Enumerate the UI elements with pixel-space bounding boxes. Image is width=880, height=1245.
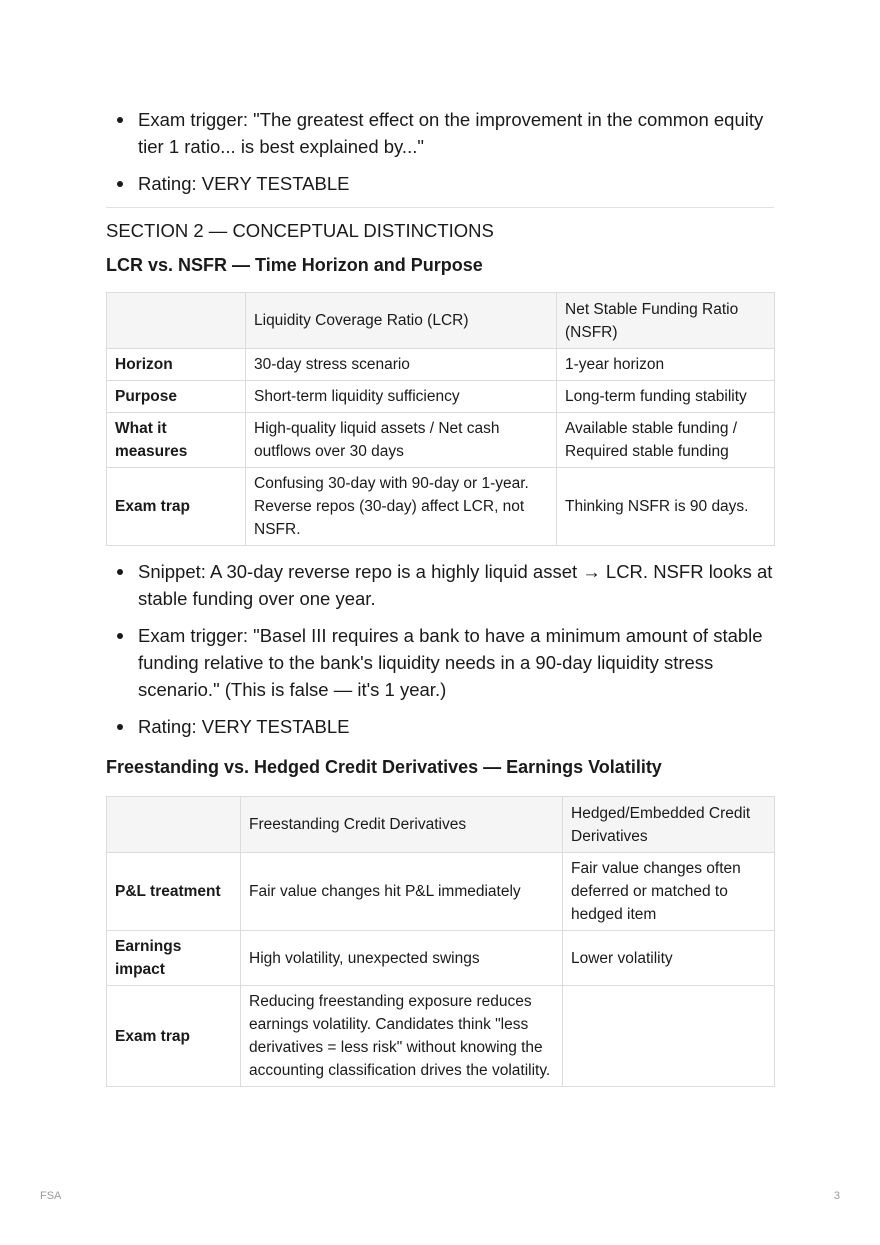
- table-header-cell: Hedged/Embedded Credit Derivatives: [563, 797, 775, 853]
- row-label: Exam trap: [107, 986, 241, 1087]
- row-label: Earnings impact: [107, 931, 241, 986]
- table-cell: Short-term liquidity sufficiency: [246, 381, 557, 413]
- table-header-cell: Liquidity Coverage Ratio (LCR): [246, 293, 557, 349]
- table-cell: High-quality liquid assets / Net cash outflows over 30 days: [246, 413, 557, 468]
- lcr-nsfr-bullet-list: [106, 558, 774, 740]
- bullet-icon: [117, 181, 123, 187]
- table-cell: High volatility, unexpected swings: [241, 931, 563, 986]
- table-row: [107, 853, 775, 931]
- section-title: SECTION 2 — CONCEPTUAL DISTINCTIONS: [106, 220, 494, 241]
- footer-label: FSA: [40, 1190, 62, 1202]
- section-divider: [106, 207, 774, 208]
- bullet-icon: [117, 569, 123, 575]
- table-row: [107, 381, 775, 413]
- table-cell: Available stable funding / Required stable funding: [557, 413, 775, 468]
- table-cell: Lower volatility: [563, 931, 775, 986]
- page-content: [106, 106, 774, 1099]
- table-cell: Fair value changes often deferred or matched to hedged item: [563, 853, 775, 931]
- table-row: [107, 349, 775, 381]
- page-number: 3: [833, 1190, 840, 1202]
- credit-derivatives-table: [106, 796, 775, 1087]
- row-label: P&L treatment: [107, 853, 241, 931]
- row-label: Horizon: [107, 349, 246, 381]
- bullet-icon: [117, 633, 123, 639]
- bullet-icon: [117, 117, 123, 123]
- table-cell: 30-day stress scenario: [246, 349, 557, 381]
- bullet-icon: [117, 724, 123, 730]
- list-item: Exam trigger: "The greatest effect on the improvement in the common equity tier 1 ratio... is best explained by...": [106, 106, 774, 160]
- row-label: Exam trap: [107, 468, 246, 546]
- list-item: Snippet: A 30-day reverse repo is a highly liquid asset → LCR. NSFR looks at stable funding over one year.: [106, 558, 774, 612]
- table-header-cell: Freestanding Credit Derivatives: [241, 797, 563, 853]
- credit-derivatives-heading: Freestanding vs. Hedged Credit Derivatives — Earnings Volatility: [106, 757, 662, 777]
- row-label: Purpose: [107, 381, 246, 413]
- table-cell: Long-term funding stability: [557, 381, 775, 413]
- list-item: Rating: VERY TESTABLE: [106, 713, 774, 740]
- table-header-cell: [107, 797, 241, 853]
- table-header-row: [107, 293, 775, 349]
- table-header-row: [107, 797, 775, 853]
- lcr-nsfr-heading: LCR vs. NSFR — Time Horizon and Purpose: [106, 255, 483, 275]
- table-cell: 1-year horizon: [557, 349, 775, 381]
- table-cell: [563, 986, 775, 1087]
- table-cell: Reducing freestanding exposure reduces earnings volatility. Candidates think "less derivatives = less risk" without knowing the accounting classification drives the volatility.: [241, 986, 563, 1087]
- table-row: [107, 413, 775, 468]
- table-row: [107, 986, 775, 1087]
- top-bullet-list: [106, 106, 774, 197]
- table-cell: Fair value changes hit P&L immediately: [241, 853, 563, 931]
- lcr-nsfr-table: [106, 292, 775, 546]
- table-header-cell: Net Stable Funding Ratio (NSFR): [557, 293, 775, 349]
- table-cell: Thinking NSFR is 90 days.: [557, 468, 775, 546]
- table-cell: Confusing 30-day with 90-day or 1-year. Reverse repos (30-day) affect LCR, not NSFR.: [246, 468, 557, 546]
- list-item: Rating: VERY TESTABLE: [106, 170, 774, 197]
- table-row: [107, 931, 775, 986]
- row-label: What it measures: [107, 413, 246, 468]
- list-item: Exam trigger: "Basel III requires a bank to have a minimum amount of stable funding relative to the bank's liquidity needs in a 90-day liquidity stress scenario." (This is false — it's 1 year.): [106, 622, 774, 703]
- table-row: [107, 468, 775, 546]
- table-header-cell: [107, 293, 246, 349]
